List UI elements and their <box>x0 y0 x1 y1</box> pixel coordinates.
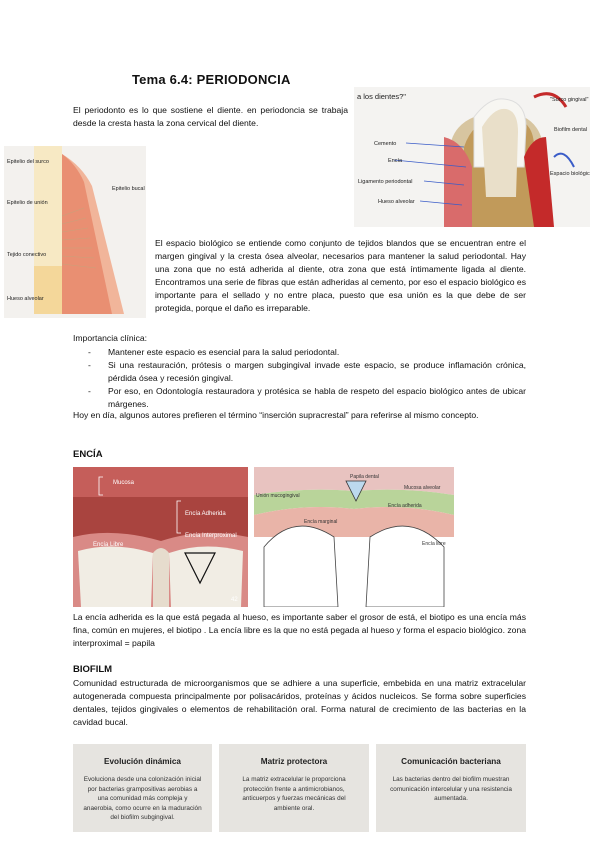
encia-diagram <box>254 467 454 607</box>
label-cemento: Cemento <box>374 141 397 147</box>
label-hueso: Hueso alveolar <box>378 199 415 205</box>
encia-photo-illustration <box>73 467 248 607</box>
intro-paragraph: El periodonto es lo que sostiene el diente. en periodoncia se trabaja desde la cresta hasta la zona cervical del diente. <box>73 105 348 128</box>
importancia-list <box>88 346 526 411</box>
card-body: Las bacterias dentro del biofilm muestran comunicación intercelular y una resistencia aumentada. <box>390 776 512 802</box>
periodontal-tissues-illustration <box>4 146 146 318</box>
label-encia-libre: Encía Libre <box>93 542 124 548</box>
label-mucosa: Mucosa <box>113 480 135 486</box>
label-encia-adherida: Encía Adherida <box>185 511 226 517</box>
insercion-paragraph: Hoy en día, algunos autores prefieren el término “inserción supracrestal” para referirse al mismo concepto. <box>73 410 479 420</box>
label-surco-gingival: "Surco gingival" <box>550 97 589 103</box>
encia-diagram-illustration <box>254 467 454 607</box>
label-mucosa-alveolar: Mucosa alveolar <box>404 485 441 491</box>
card-title: Evolución dinámica <box>104 757 181 766</box>
espacio-biologico-paragraph: El espacio biológico se entiende como conjunto de tejidos blandos que se encuentran entre el margen gingival y la cresta ósea alveolar, necesarios para mantener la salud periodontal. Hay una zona que no está adherida al diente, otra zona que está íntimamente ligada al diente. Encontramos una serie de fibras que están adheridas al cemento, por eso el espacio biológico es importante para el sellado y no entre placa, puesto que esa unión es la que debe de ser protegida, porque el daño es irreparable. <box>155 238 526 313</box>
label-papila: Papila dental <box>350 474 379 480</box>
list-item: - Por eso, en Odontología restauradora y protésica se habla de respeto del espacio biológico antes de ubicar márgenes. <box>88 385 526 411</box>
label-encia: Encía <box>388 158 403 164</box>
label-espacio-biologico: Espacio biológico <box>550 171 590 177</box>
biofilm-paragraph: Comunidad estructurada de microorganismos que se adhiere a una superficie, embebida en una matriz extracelular autogenerada compuesta principalmente por polisacáridos, proteínas y ácidos nucleicos. Se forma sobre superficies dentales, tejidos gingivales o elementos de rehabilitación oral. Forma natural de crecimiento de las bacterias en la cavidad bucal. <box>73 678 526 727</box>
label-encia-adherida-diagram: Encía adherida <box>388 503 422 509</box>
label-epitelio-union: Epitelio de unión <box>7 200 48 206</box>
label-tejido-conectivo: Tejido conectivo <box>7 252 47 258</box>
label-epitelio-bucal: Epitelio bucal <box>112 186 145 192</box>
tooth-periodontium-figure <box>354 87 590 227</box>
label-epitelio-surco: Epitelio del surco <box>7 159 49 165</box>
card-comunicacion <box>376 744 526 832</box>
page-title: Tema 6.4: PERIODONCIA <box>132 72 291 87</box>
card-title: Comunicación bacteriana <box>401 757 501 766</box>
label-ligamento: Ligamento periodontal <box>358 179 413 185</box>
label-union-mucogingival: Unión mucogingival <box>256 493 300 499</box>
label-biofilm-dental: Biofilm dental <box>554 127 588 133</box>
figure-heading: a los dientes?" <box>357 92 406 101</box>
biofilm-heading: BIOFILM <box>73 664 113 675</box>
label-encia-libre-diagram: Encía libre <box>422 541 446 547</box>
photo-number: 42 <box>231 597 238 603</box>
label-hueso-alveolar: Hueso alveolar <box>7 296 44 302</box>
encia-paragraph: La encía adherida es la que está pegada al hueso, es importante saber el grosor de está, el biotipo es una encía más fina, común en mujeres, el biotipo . La encía libre es la que no está pegada al hueso y forma el espacio biológico. zona interproximal = papila <box>73 612 526 648</box>
card-title: Matriz protectora <box>260 757 328 766</box>
card-body: La matriz extracelular le proporciona protección frente a antimicrobianos, anticuerpos y fuerzas mecánicas del ambiente oral. <box>242 776 346 812</box>
label-encia-marginal: Encía marginal <box>304 519 338 525</box>
list-item: - Si una restauración, prótesis o margen subgingival invade este espacio, se produce inflamación crónica, pérdida ósea y recesión gingival. <box>88 359 526 385</box>
periodontal-tissues-figure <box>4 146 146 318</box>
label-encia-interproximal: Encía Interproximal <box>185 533 237 539</box>
importancia-heading: Importancia clínica: <box>73 333 148 343</box>
tooth-periodontium-illustration <box>354 87 590 227</box>
card-evolucion <box>73 744 212 832</box>
encia-heading: ENCÍA <box>73 449 103 460</box>
card-matriz <box>219 744 369 832</box>
encia-photo <box>73 467 248 607</box>
list-item: - Mantener este espacio es esencial para la salud periodontal. <box>88 346 526 359</box>
card-body: Evoluciona desde una colonización inicial por bacterias grampositivas aerobias a una comunidad más compleja y anaerobia, como ocurre en la maduración del biofilm subgingival. <box>83 776 202 821</box>
